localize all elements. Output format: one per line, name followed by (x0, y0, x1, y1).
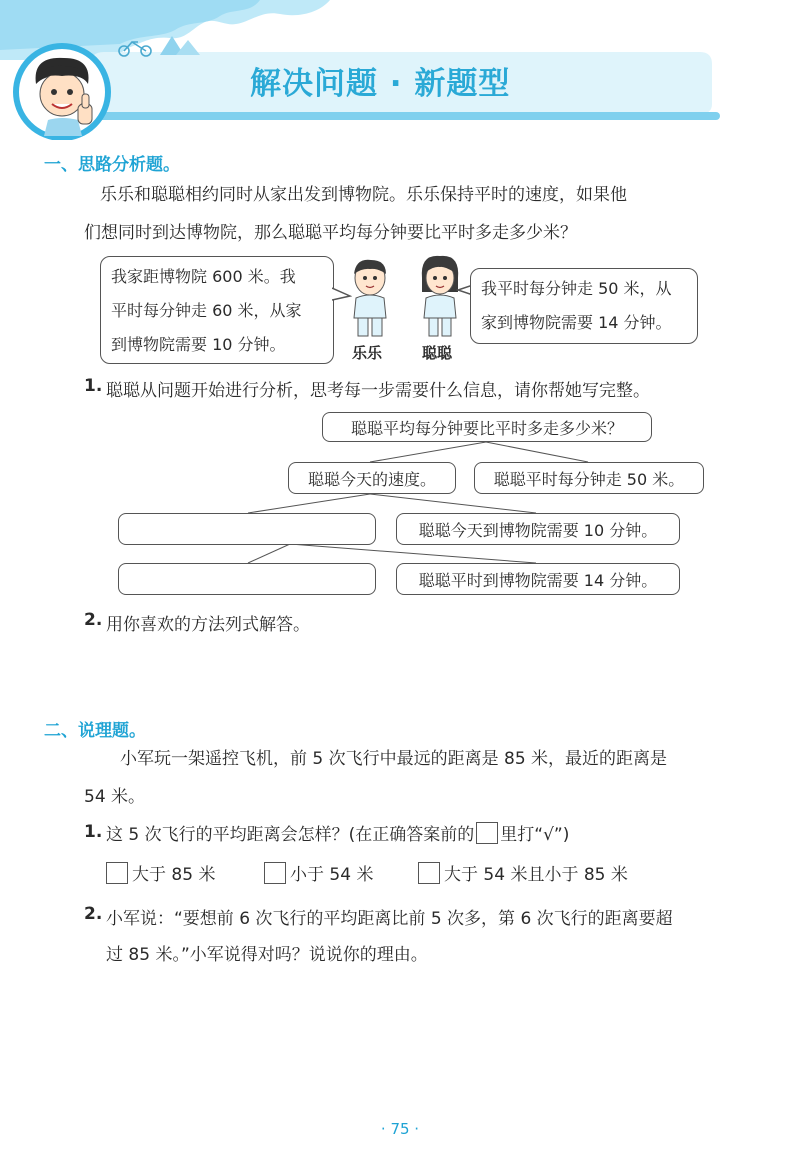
sample-checkbox-icon (476, 822, 498, 844)
s2-q1-text-a: 这 5 次飞行的平均距离会怎样？(在正确答案前的 (106, 825, 475, 845)
speech-bubble-congcong (470, 268, 698, 344)
section1-intro-line1: 乐乐和聪聪相约同时从家出发到博物院。乐乐保持平时的速度，如果他 (100, 185, 627, 205)
q2-number: 2. (84, 610, 103, 630)
page-number: · 75 · (380, 1120, 420, 1138)
option-3-label: 大于 54 米且小于 85 米 (444, 865, 628, 885)
page-title: 解决问题 · 新题型 (250, 66, 511, 102)
bubble-lele-line: 我家距博物院 600 米。我 (111, 267, 296, 286)
flow-blank-input-2[interactable] (118, 563, 376, 595)
bubble-lele-line: 到博物院需要 10 分钟。 (111, 335, 286, 354)
bubble-lele-line: 平时每分钟走 60 米，从家 (111, 301, 302, 320)
flow-box-today-speed: 聪聪今天的速度。 (288, 462, 456, 494)
q2-text: 用你喜欢的方法列式解答。 (106, 615, 310, 635)
char-label-congcong: 聪聪 (422, 344, 453, 362)
bubble-congcong-line: 我平时每分钟走 50 米，从 (481, 279, 672, 298)
option-2-checkbox[interactable] (264, 862, 286, 884)
s2-q1-number: 1. (84, 822, 103, 842)
flow-blank-input-1[interactable] (118, 513, 376, 545)
section2-intro-line2: 54 米。 (84, 787, 146, 807)
option-1[interactable] (106, 860, 215, 885)
option-3-checkbox[interactable] (418, 862, 440, 884)
flow-box-usual-time: 聪聪平时到博物院需要 14 分钟。 (396, 563, 680, 595)
flow-box-today-time: 聪聪今天到博物院需要 10 分钟。 (396, 513, 680, 545)
s2-q2-number: 2. (84, 904, 103, 924)
q1-number: 1. (84, 376, 103, 396)
q1-text: 聪聪从问题开始进行分析，思考每一步需要什么信息，请你帮她写完整。 (106, 381, 650, 401)
section-heading-2: 二、说理题。 (44, 721, 146, 741)
s2-q1-line (106, 820, 569, 845)
option-1-checkbox[interactable] (106, 862, 128, 884)
section2-intro-line1: 小军玩一架遥控飞机，前 5 次飞行中最远的距离是 85 米，最近的距离是 (120, 749, 668, 769)
flow-box-usual-speed: 聪聪平时每分钟走 50 米。 (474, 462, 704, 494)
boy-thumbs-up-icon (22, 50, 106, 136)
char-label-lele: 乐乐 (352, 344, 383, 362)
flow-box-top: 聪聪平均每分钟要比平时多走多少米？ (322, 412, 652, 442)
s2-q2-line1: 小军说：“要想前 6 次飞行的平均距离比前 5 次多，第 6 次飞行的距离要超 (106, 909, 673, 929)
option-2-label: 小于 54 米 (290, 865, 374, 885)
lele-character-icon (344, 256, 396, 340)
option-1-label: 大于 85 米 (132, 865, 216, 885)
option-3[interactable] (418, 860, 628, 885)
section1-intro-line2: 们想同时到达博物院，那么聪聪平均每分钟要比平时多走多少米？ (84, 223, 577, 243)
section-heading-1: 一、思路分析题。 (44, 155, 180, 175)
s2-q2-line2: 过 85 米。”小军说得对吗？说说你的理由。 (106, 945, 428, 965)
bubble-congcong-line: 家到博物院需要 14 分钟。 (481, 313, 672, 332)
speech-bubble-lele (100, 256, 334, 364)
s2-q1-text-b: 里打“√”) (500, 825, 570, 845)
option-2[interactable] (264, 860, 373, 885)
